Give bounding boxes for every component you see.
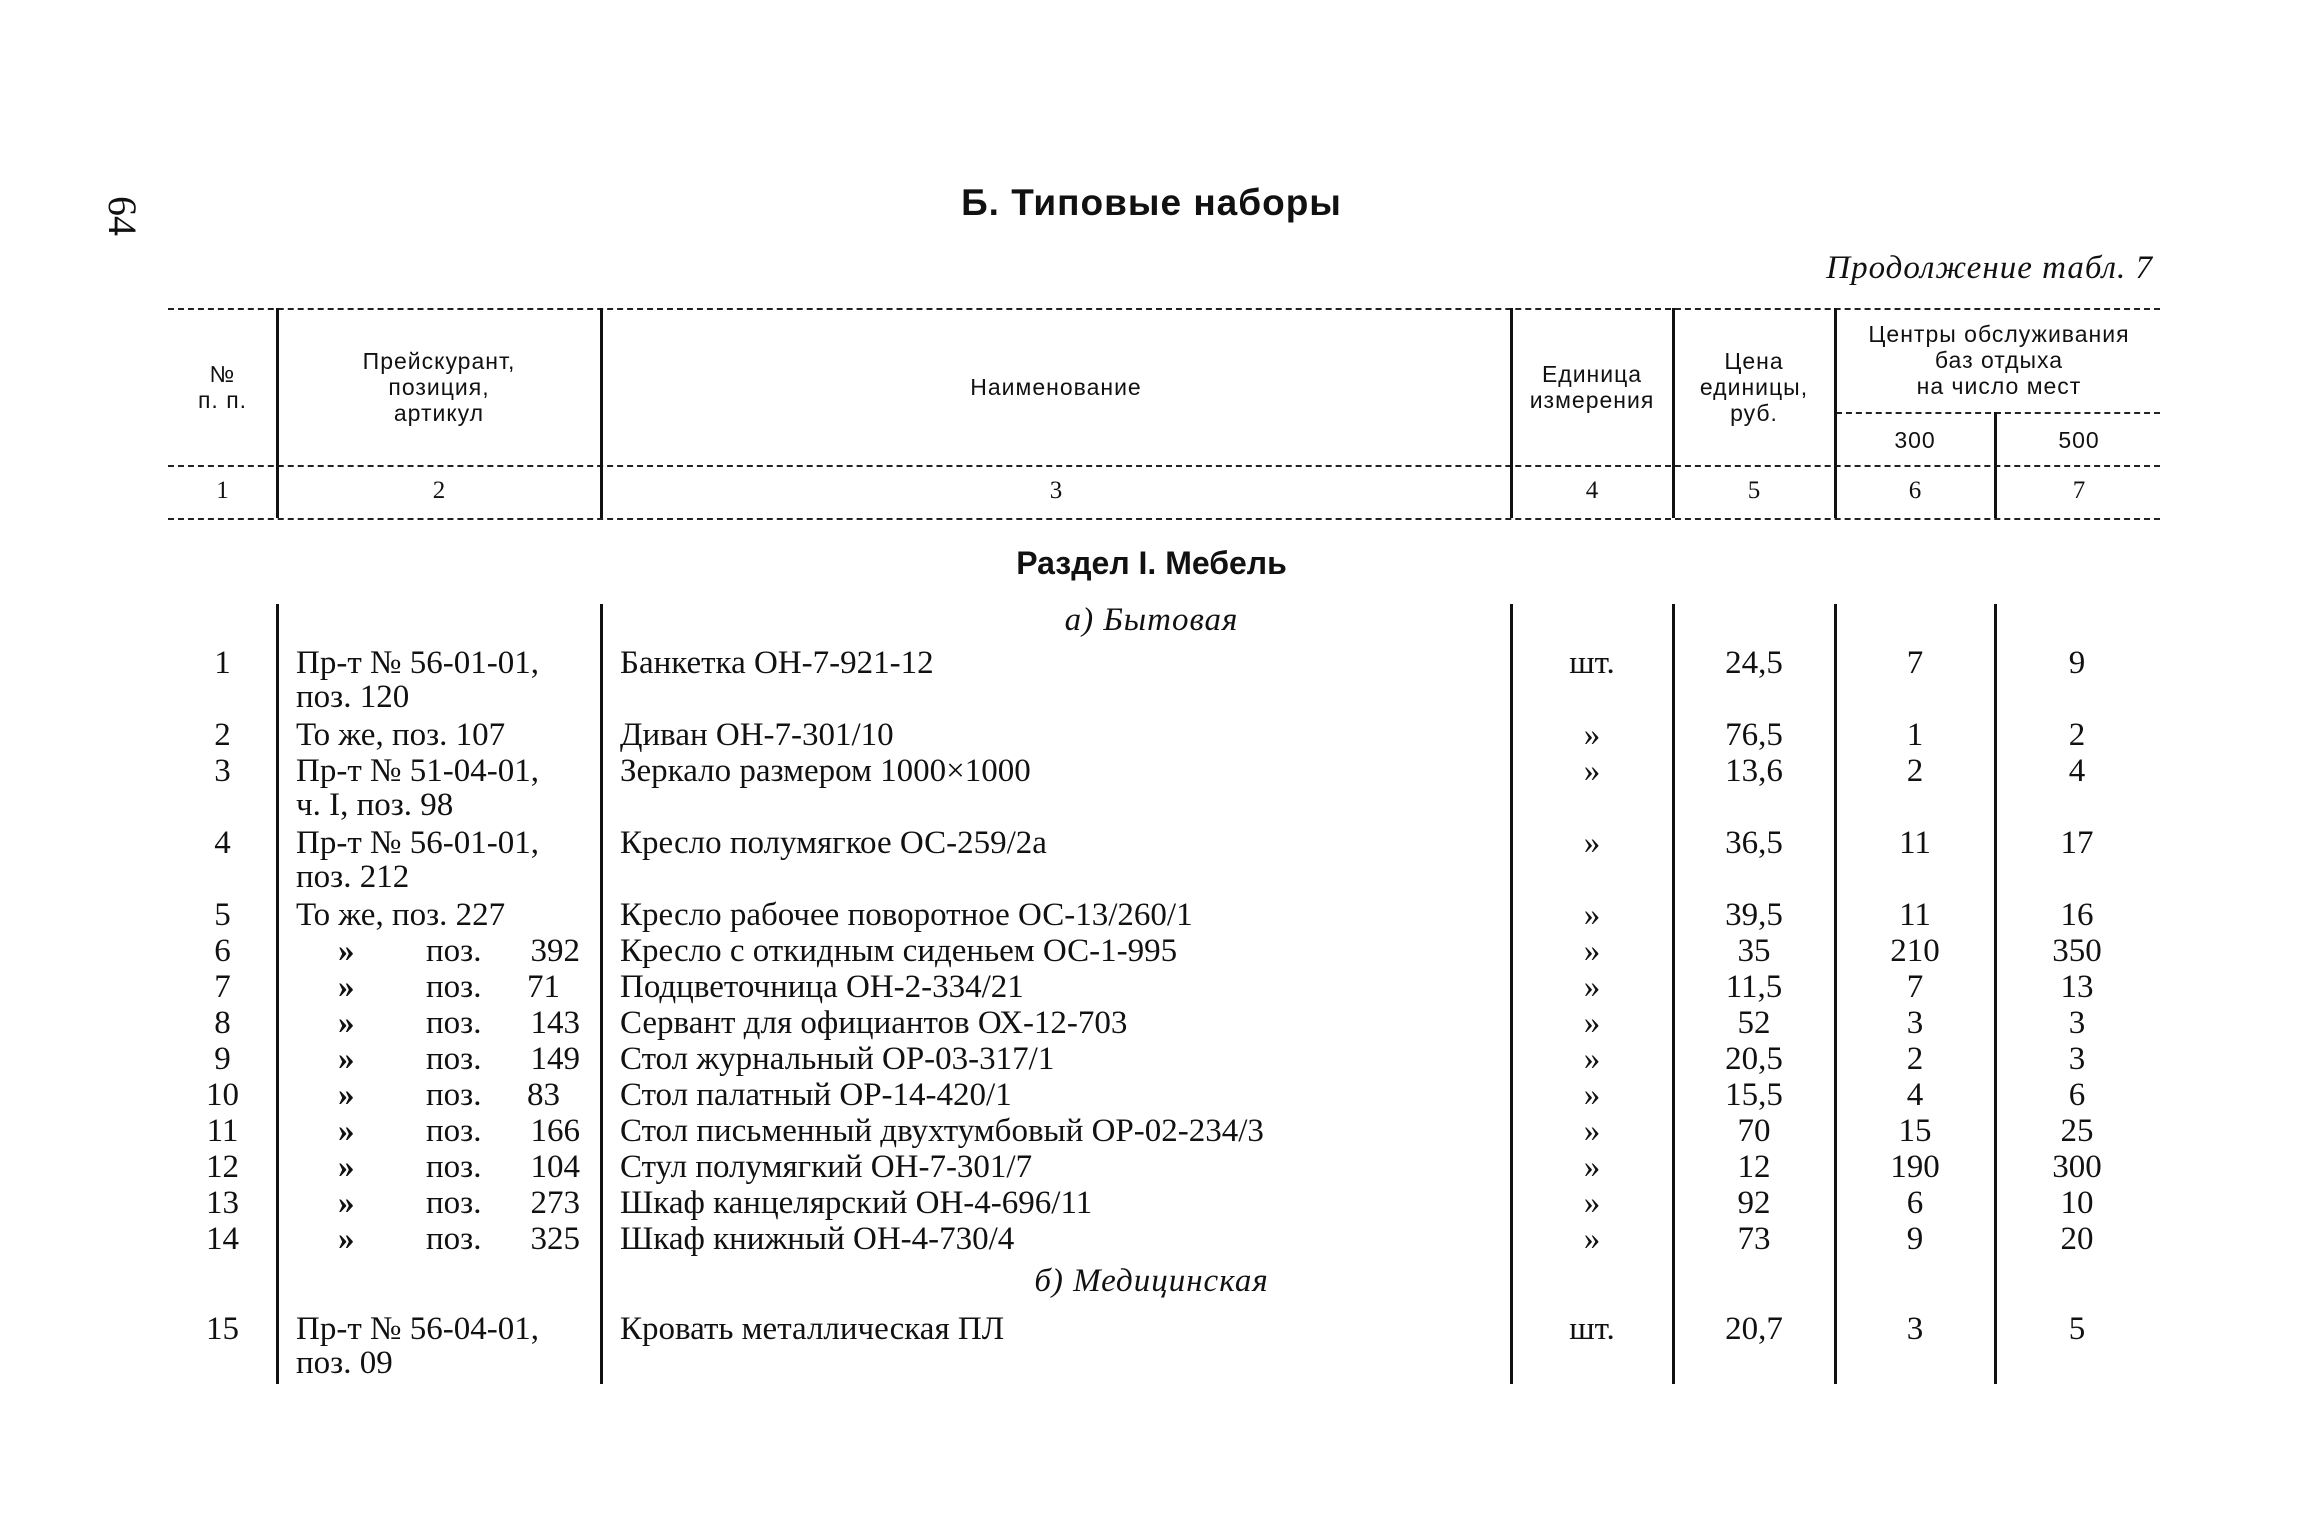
- row-number: 13: [206, 1185, 239, 1221]
- position-number: 104: [530, 1149, 580, 1185]
- row-price-list: Пр-т № 56-01-01, поз. 212: [296, 825, 539, 895]
- row-price-list: Пр-т № 51-04-01, ч. I, поз. 98: [296, 753, 539, 823]
- row-price-list: Пр-т № 56-04-01, поз. 09: [296, 1311, 539, 1381]
- column-number: 1: [216, 477, 229, 504]
- row-qty-300: 15: [1898, 1113, 1932, 1149]
- row-qty-500: 17: [2060, 825, 2094, 861]
- row-name: Кровать металлическая ПЛ: [620, 1311, 1005, 1347]
- row-number: 4: [214, 825, 231, 861]
- row-qty-300: 9: [1906, 1221, 1924, 1257]
- row-qty-300: 4: [1906, 1077, 1924, 1113]
- row-qty-300: 11: [1899, 825, 1931, 861]
- row-price: 36,5: [1725, 825, 1783, 861]
- row-qty-500: 10: [2060, 1185, 2094, 1221]
- row-qty-500: 6: [2068, 1077, 2086, 1113]
- row-price: 35: [1737, 933, 1771, 969]
- row-qty-300: 3: [1906, 1005, 1924, 1041]
- row-price: 92: [1737, 1185, 1771, 1221]
- position-number: 71: [527, 969, 560, 1005]
- header-unit: Единица измерения: [1529, 360, 1655, 413]
- row-price-list: То же, поз. 107: [296, 717, 506, 753]
- row-name: Банкетка ОН-7-921-12: [620, 645, 934, 681]
- row-unit: »: [1583, 933, 1601, 969]
- row-qty-300: 7: [1906, 969, 1924, 1005]
- row-name: Шкаф канцелярский ОН-4-696/11: [620, 1185, 1093, 1221]
- row-qty-300: 2: [1906, 1041, 1924, 1077]
- row-name: Кресло с откидным сиденьем ОС-1-995: [620, 933, 1178, 969]
- row-qty-300: 7: [1906, 645, 1924, 681]
- row-qty-500: 3: [2068, 1005, 2086, 1041]
- row-number: 6: [214, 933, 231, 969]
- column-number: 2: [432, 477, 446, 504]
- ditto-mark: »: [338, 1149, 355, 1185]
- row-number: 11: [206, 1113, 239, 1149]
- row-unit: »: [1583, 1149, 1601, 1185]
- page-number: 64: [100, 196, 145, 236]
- subsection-household: а) Бытовая: [1064, 602, 1239, 638]
- row-qty-500: 350: [2052, 933, 2102, 969]
- row-price: 70: [1737, 1113, 1771, 1149]
- row-unit: »: [1583, 1077, 1601, 1113]
- position-number: 149: [530, 1041, 580, 1077]
- header-price-list: Прейскурант, позиция, артикул: [362, 347, 516, 426]
- row-name: Сервант для официантов ОХ-12-703: [620, 1005, 1128, 1041]
- position-label: поз.: [426, 1005, 482, 1041]
- row-qty-300: 2: [1906, 753, 1924, 789]
- row-price: 20,7: [1725, 1311, 1783, 1347]
- position-number: 166: [530, 1113, 580, 1149]
- row-qty-500: 5: [2068, 1311, 2086, 1347]
- row-unit: »: [1583, 825, 1601, 861]
- row-unit: »: [1583, 1041, 1601, 1077]
- row-price: 13,6: [1725, 753, 1783, 789]
- row-qty-500: 13: [2060, 969, 2094, 1005]
- row-unit: »: [1583, 717, 1601, 753]
- row-price: 73: [1737, 1221, 1771, 1257]
- row-name: Стол палатный ОР-14-420/1: [620, 1077, 1012, 1113]
- row-price: 39,5: [1725, 897, 1783, 933]
- row-unit: »: [1583, 1185, 1601, 1221]
- position-label: поз.: [426, 969, 482, 1005]
- row-name: Кресло полумягкое ОС-259/2а: [620, 825, 1047, 861]
- ditto-mark: »: [338, 969, 355, 1005]
- row-number: 8: [214, 1005, 231, 1041]
- position-label: поз.: [426, 1221, 482, 1257]
- header-500-places: 500: [2058, 426, 2100, 453]
- ditto-mark: »: [338, 1221, 355, 1257]
- position-number: 392: [530, 933, 580, 969]
- row-unit: »: [1583, 753, 1601, 789]
- row-price: 52: [1737, 1005, 1771, 1041]
- ditto-mark: »: [338, 933, 355, 969]
- column-number: 7: [2072, 477, 2086, 504]
- position-number: 325: [530, 1221, 580, 1257]
- row-unit: шт.: [1569, 1311, 1615, 1347]
- ditto-mark: »: [338, 1005, 355, 1041]
- ditto-mark: »: [338, 1185, 355, 1221]
- header-divider: [1510, 308, 1513, 518]
- row-number: 2: [214, 717, 231, 753]
- row-number: 12: [206, 1149, 239, 1185]
- row-name: Шкаф книжный ОН-4-730/4: [620, 1221, 1015, 1257]
- row-name: Подцветочница ОН-2-334/21: [620, 969, 1024, 1005]
- row-qty-300: 11: [1899, 897, 1931, 933]
- column-number: 6: [1908, 477, 1922, 504]
- row-name: Диван ОН-7-301/10: [620, 717, 894, 753]
- header-number: № п. п.: [197, 360, 248, 413]
- header-divider: [1994, 412, 1997, 518]
- row-name: Стул полумягкий ОН-7-301/7: [620, 1149, 1033, 1185]
- row-price-list: То же, поз. 227: [296, 897, 506, 933]
- column-number: 3: [1049, 477, 1063, 504]
- column-number: 5: [1747, 477, 1761, 504]
- header-service-centers: Центры обслуживания баз отдыха на число мест: [1868, 321, 2130, 399]
- row-qty-500: 9: [2068, 645, 2086, 681]
- header-unit-price: Цена единицы, руб.: [1699, 347, 1809, 426]
- row-qty-500: 25: [2060, 1113, 2094, 1149]
- row-qty-300: 1: [1906, 717, 1924, 753]
- position-label: поз.: [426, 933, 482, 969]
- header-divider: [1672, 308, 1675, 518]
- ditto-mark: »: [338, 1041, 355, 1077]
- position-label: поз.: [426, 1041, 482, 1077]
- row-qty-500: 20: [2060, 1221, 2094, 1257]
- row-unit: шт.: [1569, 645, 1615, 681]
- header-divider: [276, 308, 279, 518]
- position-number: 273: [530, 1185, 580, 1221]
- row-name: Кресло рабочее поворотное ОС-13/260/1: [620, 897, 1193, 933]
- row-qty-300: 6: [1906, 1185, 1924, 1221]
- row-qty-300: 3: [1906, 1311, 1924, 1347]
- row-qty-500: 4: [2068, 753, 2086, 789]
- row-price: 20,5: [1725, 1041, 1783, 1077]
- position-number: 83: [527, 1077, 560, 1113]
- header-divider: [1834, 308, 1837, 518]
- position-number: 143: [530, 1005, 580, 1041]
- row-number: 5: [214, 897, 231, 933]
- row-number: 3: [214, 753, 231, 789]
- position-label: поз.: [426, 1149, 482, 1185]
- row-number: 15: [206, 1311, 239, 1347]
- row-qty-500: 3: [2068, 1041, 2086, 1077]
- ditto-mark: »: [338, 1113, 355, 1149]
- row-price: 11,5: [1725, 969, 1783, 1005]
- row-price: 12: [1737, 1149, 1771, 1185]
- row-unit: »: [1583, 1113, 1601, 1149]
- row-unit: »: [1583, 969, 1601, 1005]
- header-divider: [600, 308, 603, 518]
- row-name: Стол письменный двухтумбовый ОР-02-234/3: [620, 1113, 1264, 1149]
- row-unit: »: [1583, 1221, 1601, 1257]
- subsection-medical: б) Медицинская: [1034, 1263, 1269, 1299]
- column-numbers-rule: [168, 518, 2160, 520]
- row-name: Стол журнальный ОР-03-317/1: [620, 1041, 1055, 1077]
- row-number: 1: [214, 645, 231, 681]
- position-label: поз.: [426, 1185, 482, 1221]
- header-300-places: 300: [1894, 426, 1936, 453]
- row-unit: »: [1583, 1005, 1601, 1041]
- row-qty-500: 2: [2068, 717, 2086, 753]
- page-title: Б. Типовые наборы: [961, 182, 1342, 223]
- table-continuation-label: Продолжение табл. 7: [1826, 250, 2153, 286]
- ditto-mark: »: [338, 1077, 355, 1113]
- row-price-list: Пр-т № 56-01-01, поз. 120: [296, 645, 539, 715]
- row-price: 76,5: [1725, 717, 1783, 753]
- row-number: 14: [206, 1221, 239, 1257]
- header-name: Наименование: [970, 373, 1142, 400]
- row-unit: »: [1583, 897, 1601, 933]
- row-name: Зеркало размером 1000×1000: [620, 753, 1031, 789]
- column-number: 4: [1585, 477, 1599, 504]
- position-label: поз.: [426, 1077, 482, 1113]
- row-qty-300: 210: [1890, 933, 1940, 969]
- row-qty-500: 300: [2052, 1149, 2102, 1185]
- row-number: 10: [206, 1077, 239, 1113]
- section-title: Раздел I. Мебель: [1016, 545, 1287, 581]
- row-price: 15,5: [1725, 1077, 1783, 1113]
- row-qty-500: 16: [2060, 897, 2094, 933]
- row-number: 7: [214, 969, 231, 1005]
- row-qty-300: 190: [1890, 1149, 1940, 1185]
- row-number: 9: [214, 1041, 231, 1077]
- position-label: поз.: [426, 1113, 482, 1149]
- row-price: 24,5: [1725, 645, 1783, 681]
